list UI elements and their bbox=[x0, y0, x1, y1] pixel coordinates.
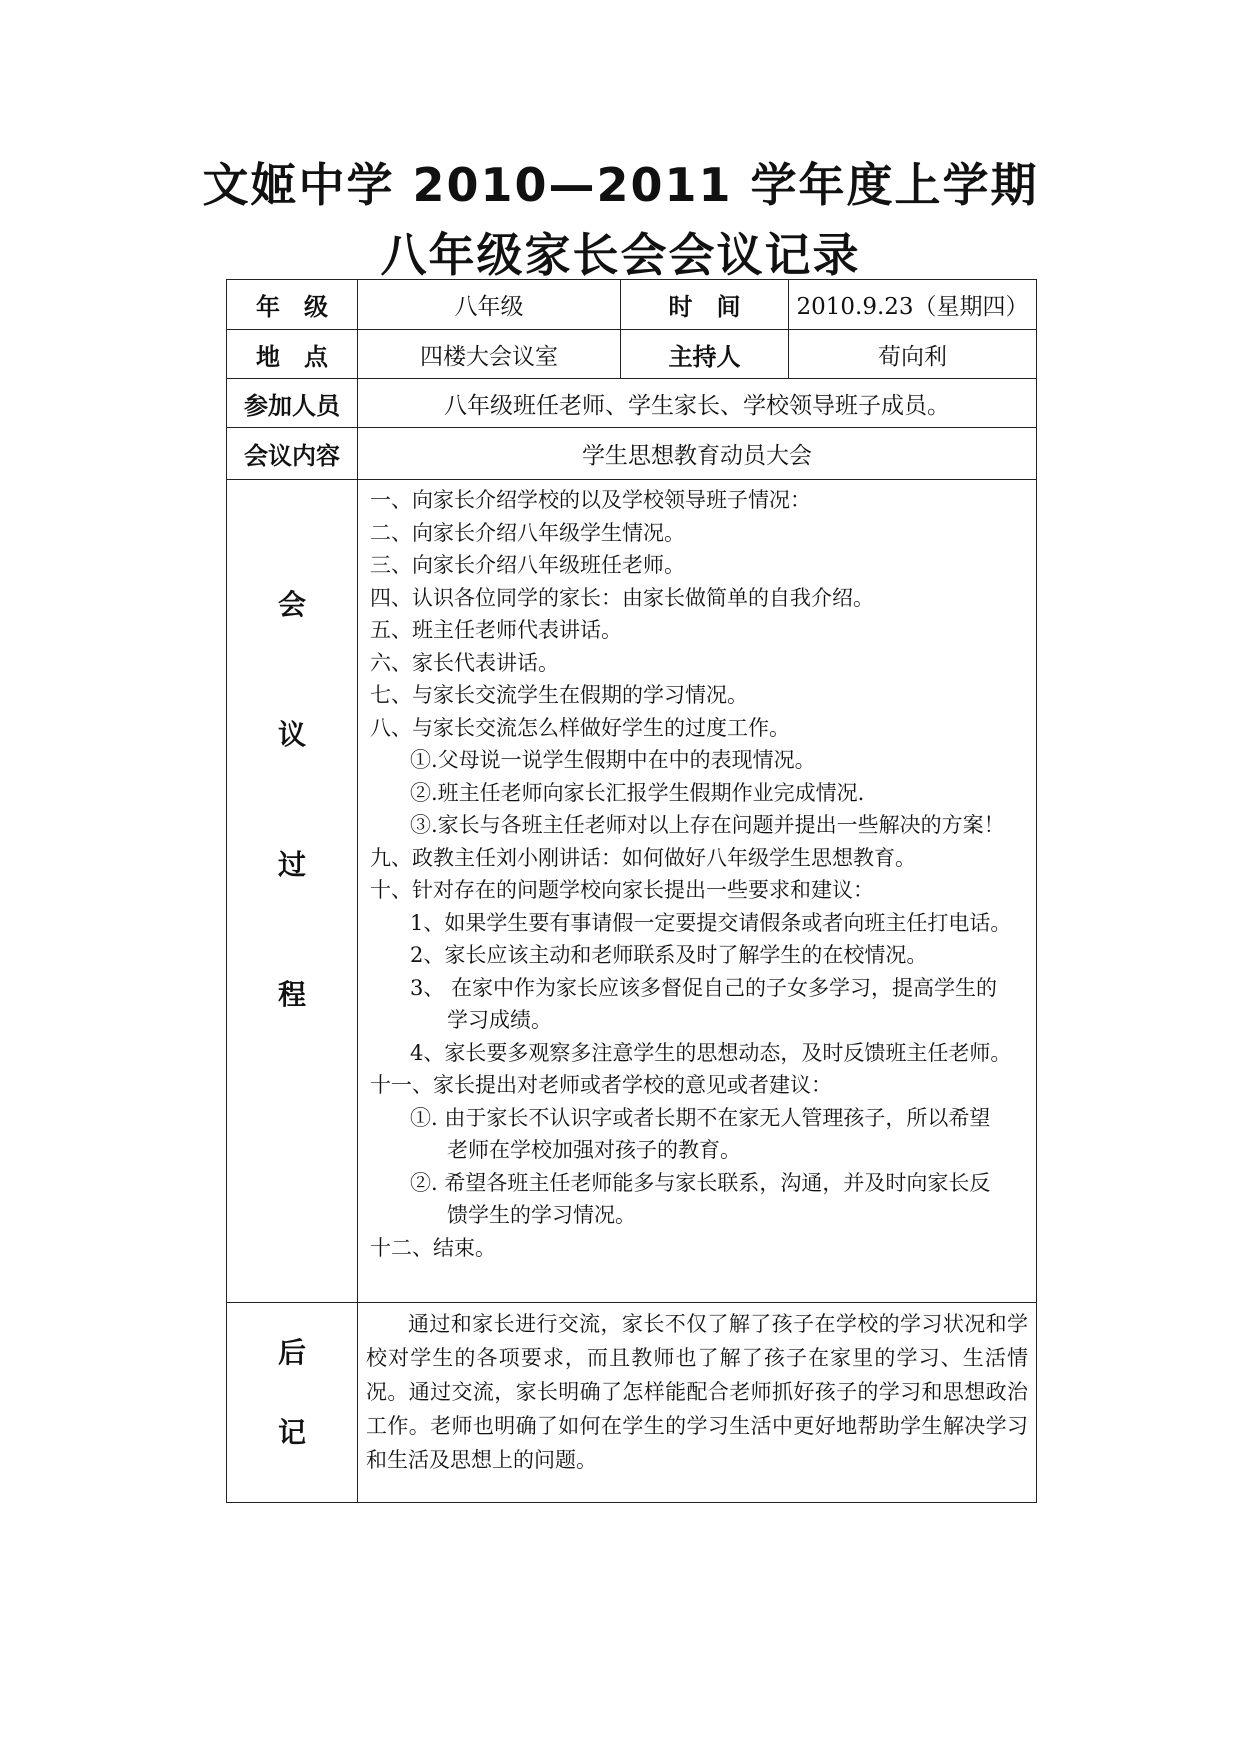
process-line: 四、认识各位同学的家长：由家长做简单的自我介绍。 bbox=[370, 585, 874, 610]
afterword-label bbox=[227, 1303, 358, 1503]
process-subline: 4、家长要多观察多注意学生的思想动态，及时反馈班主任老师。 bbox=[410, 1040, 1012, 1065]
process-line: 一、向家长介绍学校的以及学校领导班子情况： bbox=[370, 488, 811, 512]
process-subline-continued: 馈学生的学习情况。 bbox=[447, 1203, 636, 1227]
process-subline-continued: 老师在学校加强对孩子的教育。 bbox=[447, 1138, 741, 1162]
time-label: 时 间 bbox=[621, 280, 789, 330]
afterword-label-char: 记 bbox=[277, 1416, 306, 1449]
process-label bbox=[227, 480, 358, 1303]
process-subline-continued: 学习成绩。 bbox=[447, 1008, 552, 1032]
process-subline: ①.父母说一说学生假期中在中的表现情况。 bbox=[410, 748, 816, 772]
process-subline: ②.班主任老师向家长汇报学生假期作业完成情况. bbox=[410, 780, 865, 805]
location-value: 四楼大会议室 bbox=[358, 330, 621, 379]
document-title-line2: 八年级家长会会议记录 bbox=[380, 228, 861, 282]
process-label-char: 过 bbox=[277, 848, 306, 881]
location-label: 地 点 bbox=[227, 330, 358, 379]
afterword-text: 通过和家长进行交流，家长不仅了解了孩子在学校的学习状况和学校对学生的各项要求，而且教师也了解了孩子在家里的学习、生活情况。通过交流，家长明确了怎样能配合老师抓好孩子的学习和思想政治工作。老师也明确了如何在学生的学习生活中更好地帮助学生解决学习和生活及思想上的问题。 bbox=[358, 1303, 1037, 1503]
process-line: 六、家长代表讲话。 bbox=[370, 650, 559, 675]
content-value: 学生思想教育动员大会 bbox=[358, 428, 1037, 480]
process-label-char: 议 bbox=[277, 718, 306, 751]
attendees-value: 八年级班任老师、学生家长、学校领导班子成员。 bbox=[358, 379, 1037, 428]
process-subline: 2、家长应该主动和老师联系及时了解学生的在校情况。 bbox=[410, 943, 928, 967]
process-subline: 1、如果学生要有事请假一定要提交请假条或者向班主任打电话。 bbox=[410, 910, 1012, 935]
process-line: 五、班主任老师代表讲话。 bbox=[370, 618, 622, 642]
content-label: 会议内容 bbox=[227, 428, 358, 480]
process-subline: ②. 希望各班主任老师能多与家长联系，沟通，并及时向家长反 bbox=[410, 1170, 991, 1195]
process-subline: ③.家长与各班主任老师对以上存在问题并提出一些解决的方案！ bbox=[410, 813, 1005, 837]
afterword-label-char: 后 bbox=[277, 1336, 306, 1369]
process-line: 八、与家长交流怎么样做好学生的过度工作。 bbox=[370, 715, 790, 740]
process-label-char: 程 bbox=[277, 978, 306, 1011]
process-label-char: 会 bbox=[277, 588, 306, 621]
process-line: 十、针对存在的问题学校向家长提出一些要求和建议： bbox=[370, 878, 874, 902]
process-subline: 3、 在家中作为家长应该多督促自己的子女多学习，提高学生的 bbox=[410, 975, 998, 1000]
process-subline: ①. 由于家长不认识字或者长期不在家无人管理孩子，所以希望 bbox=[410, 1105, 991, 1130]
process-line: 十一、家长提出对老师或者学校的意见或者建议： bbox=[370, 1073, 832, 1097]
process-line: 十二、结束。 bbox=[370, 1235, 496, 1260]
document-title-line1: 文姬中学 2010—2011 学年度上学期 bbox=[202, 158, 1039, 212]
process-content bbox=[358, 480, 1037, 1303]
grade-label: 年 级 bbox=[227, 280, 358, 330]
time-value: 2010.9.23（星期四） bbox=[789, 280, 1037, 330]
host-label: 主持人 bbox=[621, 330, 789, 379]
process-line: 七、与家长交流学生在假期的学习情况。 bbox=[370, 683, 748, 707]
meeting-record-table bbox=[226, 279, 1037, 1503]
process-line: 二、向家长介绍八年级学生情况。 bbox=[370, 520, 685, 545]
host-value: 荀向利 bbox=[789, 330, 1037, 379]
grade-value: 八年级 bbox=[358, 280, 621, 330]
process-line: 九、政教主任刘小刚讲话：如何做好八年级学生思想教育。 bbox=[370, 845, 916, 870]
attendees-label: 参加人员 bbox=[227, 379, 358, 428]
process-line: 三、向家长介绍八年级班任老师。 bbox=[370, 553, 685, 577]
